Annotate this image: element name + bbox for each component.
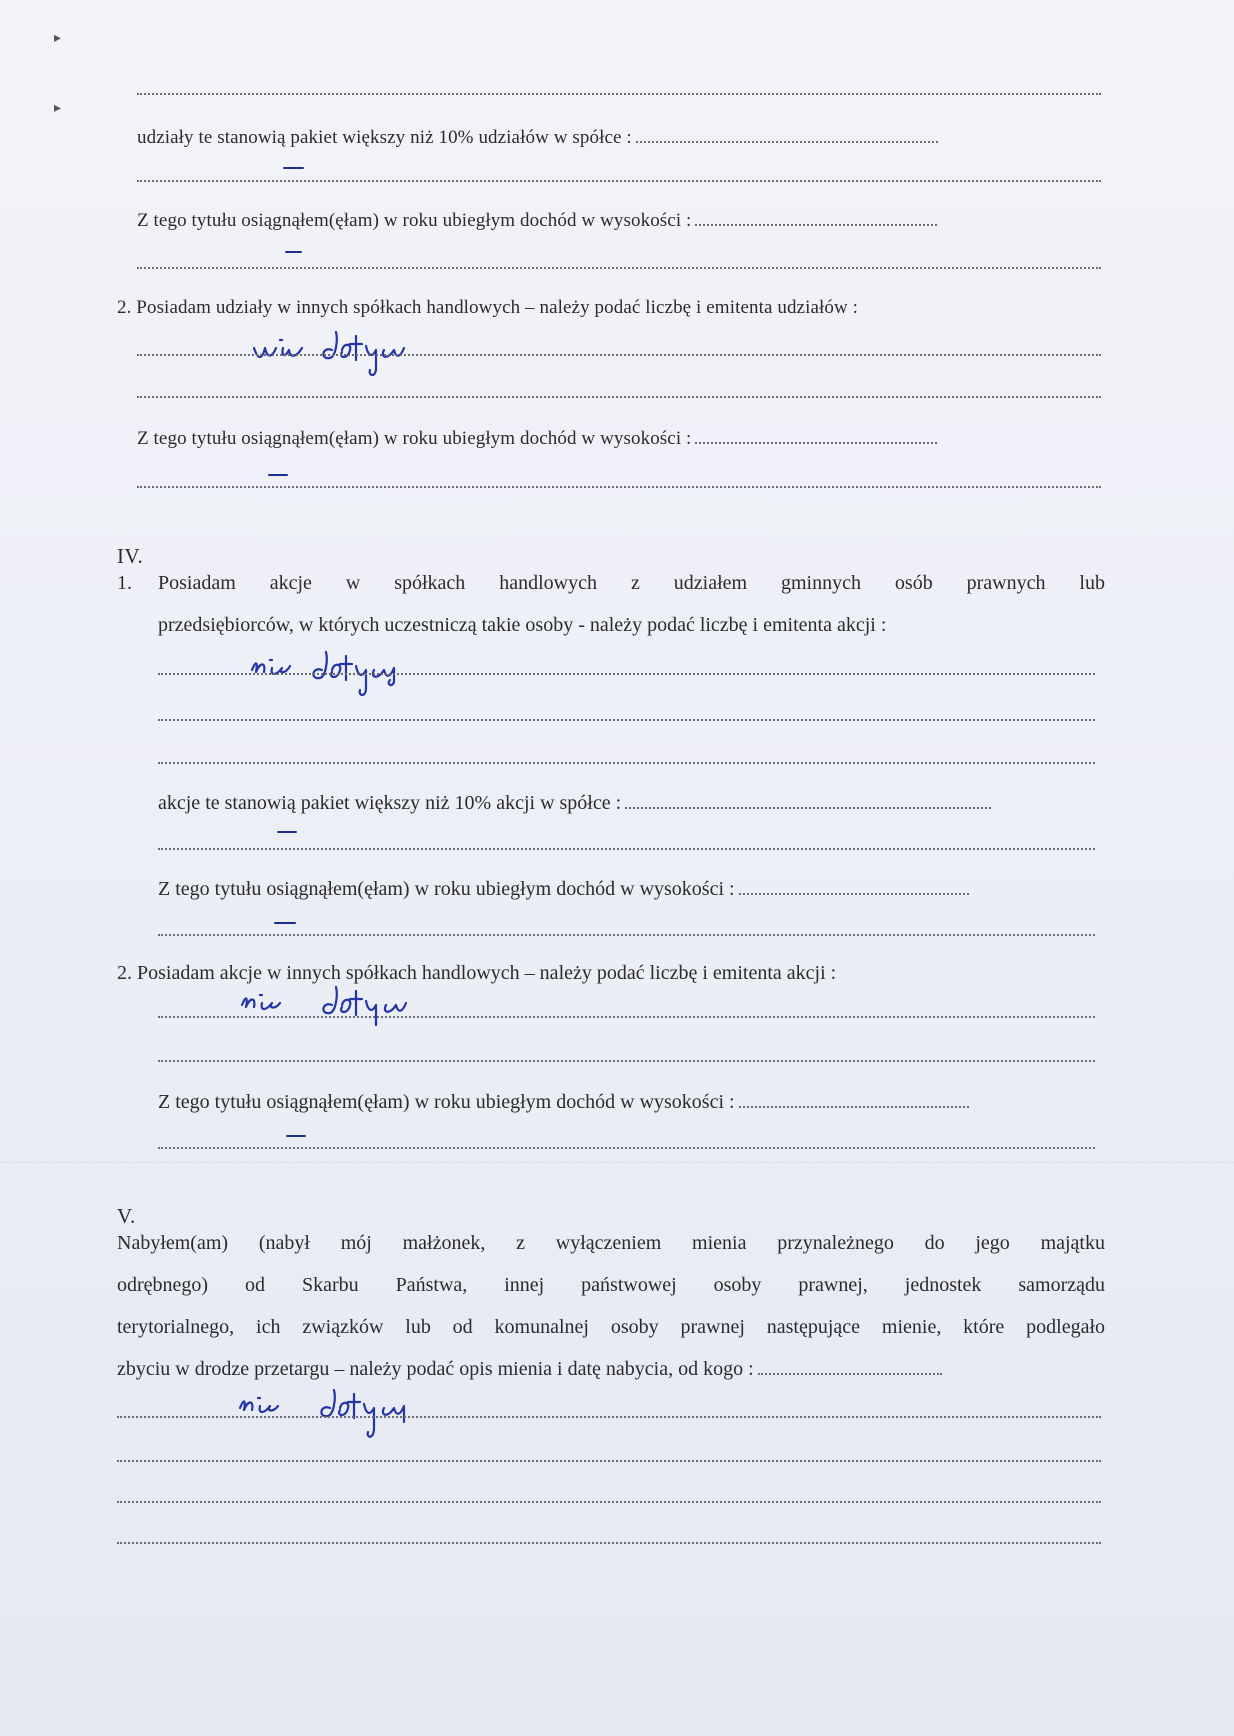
shares-item-line2: przedsiębiorców, w których uczestniczą takie osoby - należy podać liczbę i emitenta akcji : (158, 614, 887, 636)
handwritten-dash (274, 922, 296, 924)
other-shares-label: 2. Posiadam akcje w innych spółkach handlowych – należy podać liczbę i emitenta akcji : (117, 962, 837, 984)
dotted-fill (758, 1373, 942, 1375)
income-row (137, 209, 937, 233)
dotted-line (158, 848, 1095, 850)
handwritten-dash (285, 251, 302, 253)
dotted-line (117, 1501, 1101, 1503)
handwritten-dash (277, 831, 297, 833)
share-percentage-row (158, 791, 991, 815)
dotted-line (137, 354, 1101, 356)
acquisition-paragraph-line1: Nabyłem(am) (nabył mój małżonek, z wyłączeniem mienia przynależnego do jego majątku (117, 1232, 1105, 1254)
dotted-fill (739, 893, 969, 895)
dotted-line (137, 267, 1101, 269)
income-row (158, 877, 969, 901)
other-shares-label: 2. Posiadam udziały w innych spółkach handlowych – należy podać liczbę i emitenta udziałów : (117, 297, 859, 318)
dotted-fill (625, 807, 991, 809)
acquisition-paragraph-line2: odrębnego) od Skarbu Państwa, innej państwowej osoby prawnej, jednostek samorządu (117, 1274, 1105, 1296)
dotted-fill (636, 141, 938, 143)
other-shares-row (117, 961, 836, 985)
scan-mark: ▸ (54, 101, 62, 116)
income-label: Z tego tytułu osiągnąłem(ęłam) w roku ubiegłym dochód w wysokości : (158, 878, 735, 900)
dotted-line (137, 180, 1101, 182)
dotted-fill (695, 224, 937, 226)
income-row (137, 427, 937, 451)
section-heading: IV. (117, 544, 144, 568)
acquisition-paragraph-line3: terytorialnego, ich związków lub od komunalnej osoby prawnej następujące mienie, które podlegało (117, 1316, 1105, 1338)
dotted-line (137, 486, 1101, 488)
acquisition-label: zbyciu w drodze przetargu – należy podać opis mienia i datę nabycia, od kogo : (117, 1358, 754, 1380)
dotted-line (158, 762, 1095, 764)
dotted-line (137, 396, 1101, 398)
dotted-line (117, 1460, 1101, 1462)
handwritten-nie-dotyczy (250, 650, 430, 700)
other-shares-row (117, 296, 858, 320)
section-heading: V. (117, 1204, 136, 1228)
share-percentage-label: udziały te stanowią pakiet większy niż 10% udziałów w spółce : (137, 127, 632, 148)
dotted-line (158, 934, 1095, 936)
dotted-line (158, 1016, 1095, 1018)
dotted-fill (739, 1106, 969, 1108)
dotted-fill (695, 442, 937, 444)
shares-item-line1: Posiadam akcje w spółkach handlowych z udziałem gminnych osób prawnych lub (158, 572, 1105, 594)
income-label: Z tego tytułu osiągnąłem(ęłam) w roku ubiegłym dochód w wysokości : (137, 210, 692, 231)
handwritten-nie-dotyczy (240, 985, 440, 1035)
dotted-line (158, 673, 1095, 675)
income-row (158, 1090, 969, 1114)
dotted-line (158, 719, 1095, 721)
acquisition-paragraph-line4 (117, 1357, 942, 1381)
handwritten-dash (283, 167, 304, 169)
dotted-line (137, 93, 1101, 95)
dotted-line (158, 1147, 1095, 1149)
handwritten-dash (286, 1135, 306, 1137)
scan-mark: ▸ (54, 31, 62, 46)
dotted-line (158, 1060, 1095, 1062)
dotted-line (117, 1542, 1101, 1544)
dotted-line (117, 1416, 1101, 1418)
share-percentage-label: akcje te stanowią pakiet większy niż 10% akcji w spółce : (158, 792, 622, 814)
share-percentage-row (137, 126, 938, 150)
income-label: Z tego tytułu osiągnąłem(ęłam) w roku ubiegłym dochód w wysokości : (137, 428, 692, 449)
income-label: Z tego tytułu osiągnąłem(ęłam) w roku ubiegłym dochód w wysokości : (158, 1091, 735, 1113)
item-number: 1. (117, 572, 132, 594)
paper-fold-line (0, 1162, 1234, 1163)
handwritten-dash (268, 474, 288, 476)
